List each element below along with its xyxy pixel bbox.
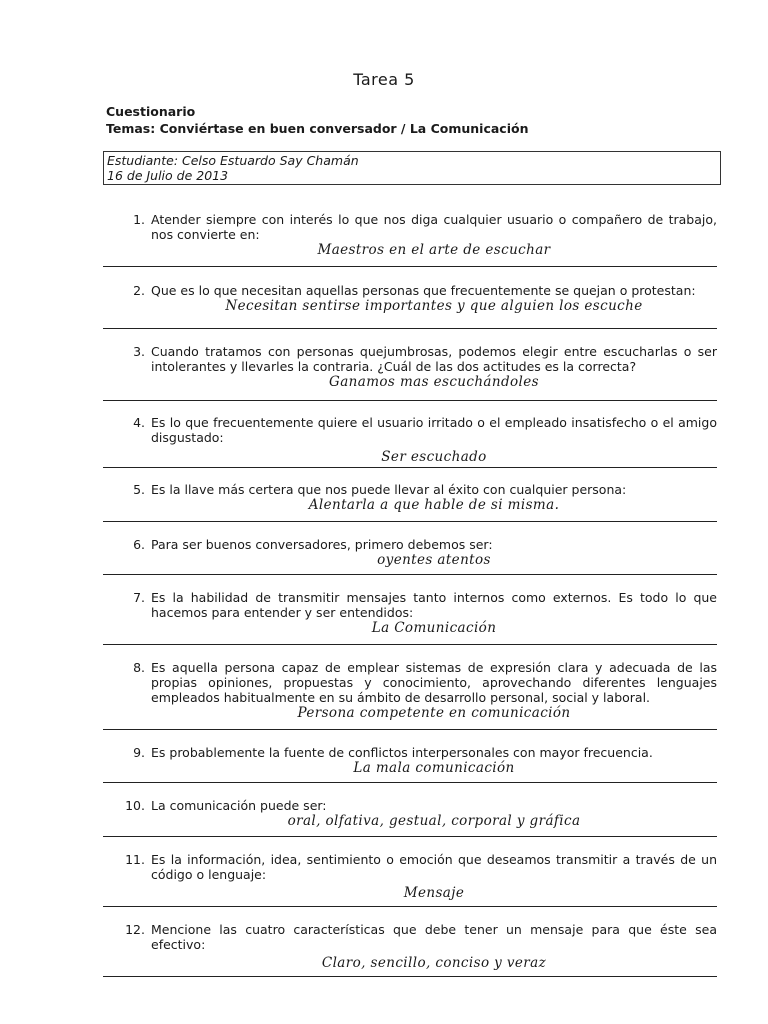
document-header [106, 103, 529, 137]
student-info-box [103, 151, 721, 185]
question-list [103, 212, 717, 977]
question-answer: Maestros en el arte de escuchar [317, 242, 551, 258]
header-cuestionario: Cuestionario [106, 104, 196, 119]
question-text: Es la llave más certera que nos puede llevar al éxito con cualquier persona: [151, 482, 627, 497]
question-number: 10. [125, 798, 145, 813]
question-answer: Ser escuchado [381, 449, 487, 465]
header-temas: Temas: Conviértase en buen conversador / La Comunicación [106, 121, 529, 136]
question-text: Atender siempre con interés lo que nos diga cualquier usuario o compañero de trabajo, nos convierte en: [151, 212, 717, 242]
question-number: 11. [125, 852, 145, 867]
question-number: 12. [125, 922, 145, 937]
question-answer: oral, olfativa, gestual, corporal y gráfica [287, 813, 581, 829]
question-item [103, 283, 717, 329]
question-item [103, 537, 717, 575]
question-answer: Ganamos mas escuchándoles [329, 374, 539, 390]
question-answer: La mala comunicación [353, 760, 515, 776]
question-number: 2. [133, 283, 145, 298]
question-text: Que es lo que necesitan aquellas personas que frecuentemente se quejan o protestan: [151, 283, 696, 298]
question-answer: oyentes atentos [377, 552, 491, 568]
question-item [103, 745, 717, 783]
question-item [103, 415, 717, 468]
question-answer: Claro, sencillo, conciso y veraz [321, 955, 547, 971]
question-answer: Necesitan sentirse importantes y que alguien los escuche [225, 298, 643, 314]
question-item [103, 212, 717, 267]
question-number: 6. [133, 537, 145, 552]
question-item [103, 852, 717, 907]
question-text: Cuando tratamos con personas quejumbrosas, podemos elegir entre escucharlas o ser intolerantes y llevarles la contraria. ¿Cuál de las dos actitudes es la correcta? [151, 344, 717, 374]
question-text: Es lo que frecuentemente quiere el usuario irritado o el empleado insatisfecho o el amigo disgustado: [151, 415, 717, 445]
question-number: 7. [133, 590, 145, 605]
question-text: Es probablemente la fuente de conflictos interpersonales con mayor frecuencia. [151, 745, 653, 760]
question-item [103, 344, 717, 401]
question-number: 5. [133, 482, 145, 497]
question-text: Para ser buenos conversadores, primero debemos ser: [151, 537, 493, 552]
question-number: 8. [133, 660, 145, 675]
question-number: 3. [133, 344, 145, 359]
question-item [103, 482, 717, 522]
question-answer: Persona competente en comunicación [297, 705, 571, 721]
student-date: 16 de Julio de 2013 [107, 168, 229, 183]
page-title: Tarea 5 [353, 70, 415, 89]
question-number: 4. [133, 415, 145, 430]
question-text: La comunicación puede ser: [151, 798, 327, 813]
question-text: Mencione las cuatro características que debe tener un mensaje para que éste sea efectivo: [151, 922, 717, 952]
question-text: Es la habilidad de transmitir mensajes tanto internos como externos. Es todo lo que hacemos para entender y ser entendidos: [151, 590, 717, 620]
question-item [103, 660, 717, 730]
question-text: Es aquella persona capaz de emplear sistemas de expresión clara y adecuada de las propias opiniones, propuestas y conocimiento, aprovechando diferentes lenguajes empleados habitualmente en su ámbito de desarrollo personal, social y laboral. [151, 660, 717, 705]
student-name: Estudiante: Celso Estuardo Say Chamán [107, 153, 359, 168]
question-item [103, 922, 717, 977]
question-answer: Alentarla a que hable de si misma. [308, 497, 560, 513]
question-item [103, 590, 717, 645]
question-text: Es la información, idea, sentimiento o emoción que deseamos transmitir a través de un código o lenguaje: [151, 852, 717, 882]
question-number: 9. [133, 745, 145, 760]
question-number: 1. [133, 212, 145, 227]
question-answer: Mensaje [403, 885, 465, 901]
question-item [103, 798, 717, 837]
question-answer: La Comunicación [371, 620, 497, 636]
